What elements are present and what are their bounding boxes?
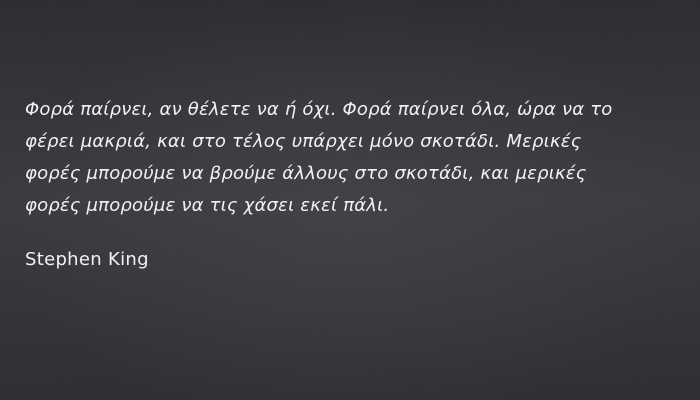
quote-text: Φορά παίρνει, αν θέλετε να ή όχι. Φορά παίρνει όλα, ώρα να το φέρει μακριά, και στο τέλος υπάρχει μόνο σκοτάδι. Μερικές φορές μπορούμε να βρούμε άλλους στο σκοτάδι, και μερικές φορές μπορούμε να τις χάσει εκεί πάλι. — [25, 99, 613, 216]
quote-author: Stephen King — [25, 249, 149, 270]
